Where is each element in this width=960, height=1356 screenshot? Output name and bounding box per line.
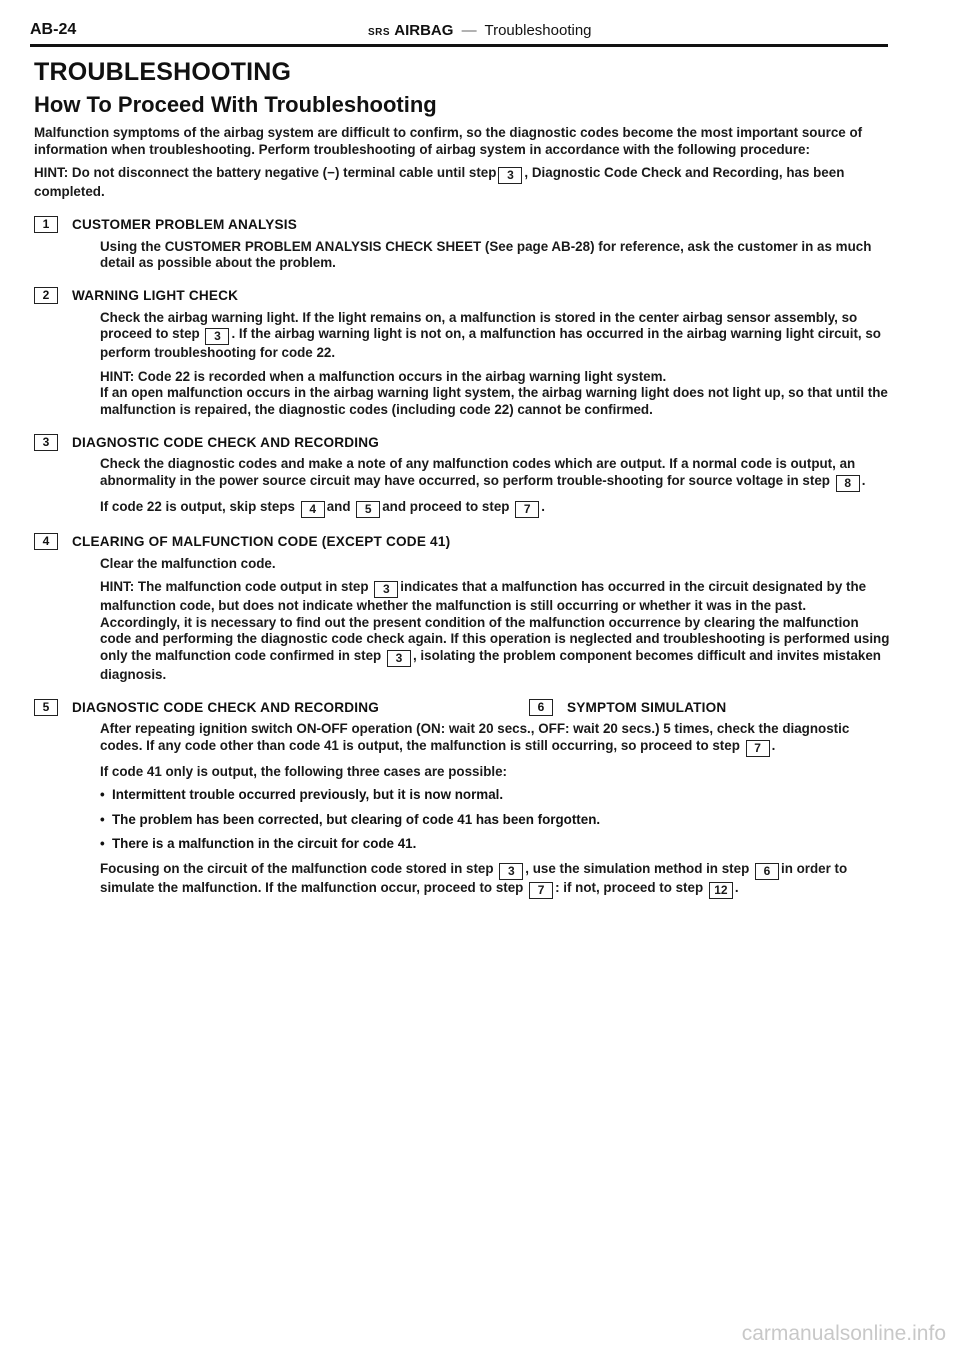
bullet-icon: •	[100, 811, 105, 827]
step-title: DIAGNOSTIC CODE CHECK AND RECORDING	[72, 434, 380, 450]
text-span: .	[771, 737, 776, 753]
step-ref-box: 3	[499, 863, 523, 880]
step-number-box: 1	[34, 216, 58, 233]
text-span: Focusing on the circuit of the malfunction code stored in step	[100, 860, 494, 876]
text-span: Accordingly, it is necessary to find out the present condition of the malfunction occurrence by clearing the malfunction code and performing the diagnostic code check again. If this operation is neglected and troubleshooting is performed using only the malfunction code confirmed in step	[100, 614, 890, 663]
step-paragraph	[100, 861, 892, 899]
page-number: AB-24	[30, 21, 77, 38]
hint-text: If an open malfunction occurs in the airbag warning light system, the airbag warning light does not light up, so that until the malfunction is repaired, the diagnostic codes (including code 22) cannot be confirmed.	[100, 385, 888, 417]
text-span: in order to simulate the malfunction. If the malfunction occur, proceed to step	[100, 860, 848, 895]
step-ref-box: 3	[387, 650, 411, 667]
text-span: Check the airbag warning light. If the light remains on, a malfunction is stored in the center airbag sensor assembly, so proceed to step	[100, 309, 858, 341]
list-item	[100, 787, 892, 804]
step-ref-box: 4	[301, 501, 325, 518]
step-2	[30, 286, 892, 419]
watermark: carmanualsonline.info	[741, 1322, 946, 1345]
subsection-name: Troubleshooting	[484, 22, 592, 39]
list-item-text: There is a malfunction in the circuit for code 41.	[112, 836, 417, 851]
text-span: .	[541, 498, 545, 514]
step-paragraph	[100, 615, 892, 684]
step-ref-box: 7	[746, 740, 770, 757]
bullet-icon: •	[100, 836, 105, 851]
intro-hint	[34, 165, 892, 201]
step-ref-box: 3	[498, 167, 522, 184]
step-ref-box: 7	[529, 882, 553, 899]
text-span: .	[734, 879, 739, 895]
running-title	[368, 22, 592, 39]
step-3	[30, 432, 892, 518]
step-6-heading	[525, 697, 726, 717]
hint-text: HINT: Do not disconnect the battery negative (−) terminal cable until step	[34, 165, 497, 180]
step-title: CLEARING OF MALFUNCTION CODE (EXCEPT CODE 41)	[72, 534, 451, 549]
text-span: . If the airbag warning light is not on, a malfunction has occurred in the airbag warning light circuit, so perform troubleshooting for code 22.	[100, 326, 881, 360]
step-paragraph	[100, 499, 892, 518]
step-title: SYMPTOM SIMULATION	[567, 699, 727, 715]
step-ref-box: 7	[515, 501, 539, 518]
list-item	[100, 836, 892, 853]
step-ref-box: 8	[836, 475, 860, 492]
title-dash: —	[461, 22, 477, 39]
page-content	[30, 58, 892, 899]
step-body	[100, 556, 892, 684]
step-heading	[30, 286, 892, 306]
list-item-text: The problem has been corrected, but clearing of code 41 has been forgotten.	[112, 811, 601, 827]
intro-block	[30, 125, 892, 201]
step-5	[30, 697, 892, 899]
step-ref-box: 3	[374, 581, 398, 598]
text-span: and	[326, 498, 351, 514]
page-title: TROUBLESHOOTING	[34, 58, 292, 86]
step-title: WARNING LIGHT CHECK	[72, 288, 239, 303]
text-span: Check the diagnostic codes and make a note of any malfunction codes which are output. If a normal code is output, an abnormality in the power source circuit may have occurred, so perform trouble-shooting for source voltage in step	[100, 456, 856, 488]
srs-label: SRS	[368, 27, 391, 38]
step-number-box: 6	[529, 699, 553, 716]
step-heading	[30, 432, 892, 452]
hint-text: HINT: The malfunction code output in step	[100, 579, 369, 594]
step-number-box: 5	[34, 699, 58, 716]
hint-text: , Diagnostic Code Check and Recording, has been completed.	[34, 165, 845, 199]
section-name: AIRBAG	[394, 22, 454, 39]
case-list	[100, 787, 892, 853]
step-hint	[100, 369, 892, 419]
step-paragraph	[100, 456, 892, 492]
step-heading	[30, 532, 892, 552]
list-item-text: Intermittent trouble occurred previously, but it is now normal.	[112, 787, 504, 802]
step-body	[100, 239, 892, 272]
step-ref-box: 5	[356, 501, 380, 518]
step-4	[30, 532, 892, 684]
step-hint	[100, 579, 892, 615]
step-ref-box: 3	[205, 328, 229, 345]
step-body	[100, 310, 892, 419]
step-title: CUSTOMER PROBLEM ANALYSIS	[72, 217, 298, 232]
text-span: and proceed to step	[382, 498, 510, 514]
bullet-icon: •	[100, 787, 105, 802]
hint-text: indicates that a malfunction has occurred in the circuit designated by the malfunction code, but does not indicate whether the malfunction is still occurring or whether it was in the past.	[100, 579, 867, 613]
text-span: , use the simulation method in step	[525, 860, 750, 876]
text-span: After repeating ignition switch ON-OFF operation (ON: wait 20 secs., OFF: wait 20 secs.) 5 times, check the diagnostic codes. If any code other than code 41 is output, the malfunction is still occurring, so proceed to step	[100, 721, 850, 753]
text-span: .	[861, 472, 866, 488]
text-span: , isolating the problem component becomes difficult and invites mistaken diagnosis.	[100, 647, 881, 682]
hint-text: HINT: Code 22 is recorded when a malfunction occurs in the airbag warning light system.	[100, 368, 667, 384]
step-number-box: 4	[34, 533, 58, 550]
step-number-box: 2	[34, 287, 58, 304]
step-paragraph: If code 41 only is output, the following three cases are possible:	[100, 763, 508, 779]
step-1	[30, 215, 892, 272]
step-title: DIAGNOSTIC CODE CHECK AND RECORDING	[72, 699, 380, 715]
section-subtitle: How To Proceed With Troubleshooting	[34, 92, 437, 117]
step-body	[100, 456, 892, 518]
step-body	[100, 721, 892, 899]
text-span: If code 22 is output, skip steps	[100, 498, 295, 514]
step-paragraph: Clear the malfunction code.	[100, 555, 276, 571]
text-span: : if not, proceed to step	[555, 879, 704, 895]
step-heading	[30, 697, 892, 717]
intro-paragraph: Malfunction symptoms of the airbag system are difficult to confirm, so the diagnostic codes become the most important source of information when troubleshooting. Perform troubleshooting of airbag system in accordance with the following procedure:	[34, 125, 863, 157]
step-heading	[30, 215, 892, 235]
step-number-box: 3	[34, 434, 58, 451]
page-header	[30, 20, 888, 47]
step-paragraph: Using the CUSTOMER PROBLEM ANALYSIS CHECK SHEET (See page AB-28) for reference, ask the customer in as much detail as possible about the problem.	[100, 238, 872, 270]
list-item	[100, 812, 892, 829]
step-paragraph	[100, 310, 892, 362]
step-paragraph	[100, 721, 892, 757]
step-ref-box: 12	[709, 882, 733, 899]
step-ref-box: 6	[755, 863, 779, 880]
